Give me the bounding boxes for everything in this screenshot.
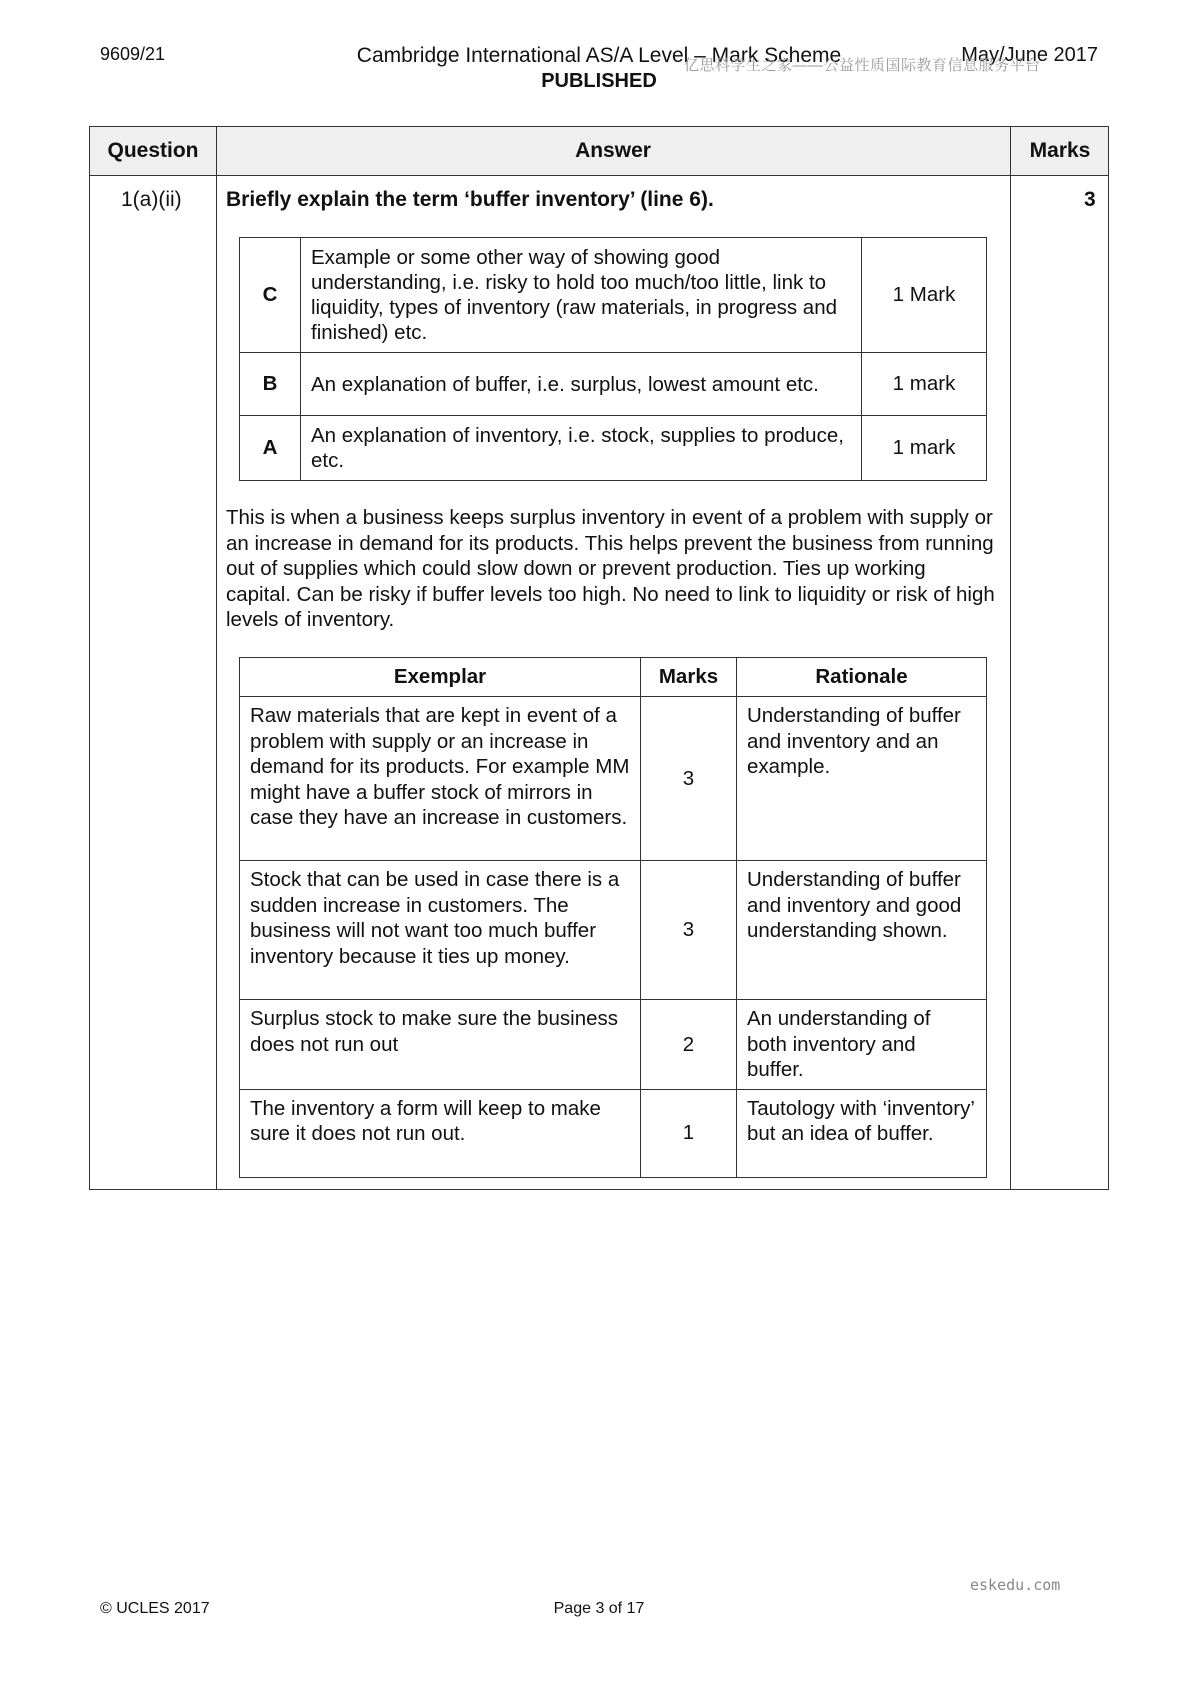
exemplar-text: Surplus stock to make sure the business does not run out <box>240 1000 641 1090</box>
level-description: An explanation of buffer, i.e. surplus, lowest amount etc. <box>301 353 862 416</box>
published-label: PUBLISHED <box>541 70 657 92</box>
exemplar-rationale: Understanding of buffer and inventory and good understanding shown. <box>737 861 987 1000</box>
rationale-header: Rationale <box>737 658 987 697</box>
exemplar-row <box>240 861 987 1000</box>
document-title: Cambridge International AS/A Level – Mark Scheme <box>356 44 842 67</box>
guidance-paragraph: This is when a business keeps surplus inventory in event of a problem with supply or an increase in demand for its products. This helps prevent the business from running out of supplies which could slow down or prevent production. Ties up working capital. Can be risky if buffer levels too high. No need to link to liquidity or risk of high levels of inventory. <box>226 506 995 631</box>
level-label: A <box>240 416 301 481</box>
column-divider <box>216 127 217 1189</box>
exemplar-rationale: Understanding of buffer and inventory and an example. <box>737 697 987 861</box>
exemplar-row <box>240 1089 987 1177</box>
level-label: B <box>240 353 301 416</box>
level-row <box>240 416 987 481</box>
level-mark: 1 Mark <box>862 238 987 353</box>
column-header-marks: Marks <box>1029 139 1091 162</box>
page-number: Page 3 of 17 <box>553 1600 645 1617</box>
column-header-answer: Answer <box>575 139 651 162</box>
exemplar-text: Stock that can be used in case there is a sudden increase in customers. The business will not want too much buffer inventory because it ties up money. <box>240 861 641 1000</box>
exemplar-row <box>240 1000 987 1090</box>
watermark-text: 亿思科学生之家——公益性质国际教育信息服务平台 <box>684 57 1041 74</box>
exemplar-marks: 2 <box>641 1000 737 1090</box>
paper-code: 9609/21 <box>100 44 166 64</box>
exemplar-header: Exemplar <box>240 658 641 697</box>
column-header-question: Question <box>107 139 199 162</box>
header-divider <box>90 175 1108 176</box>
copyright: © UCLES 2017 <box>100 1600 210 1617</box>
exemplar-rationale: An understanding of both inventory and buffer. <box>737 1000 987 1090</box>
exemplar-rationale: Tautology with ‘inventory’ but an idea of buffer. <box>737 1089 987 1177</box>
question-marks: 3 <box>1084 188 1096 211</box>
exam-session: May/June 2017 <box>961 44 1098 66</box>
exemplar-table <box>239 657 987 1178</box>
site-watermark: eskedu.com <box>970 1576 1061 1594</box>
exemplar-text: The inventory a form will keep to make sure it does not run out. <box>240 1089 641 1177</box>
exemplar-marks-header: Marks <box>641 658 737 697</box>
question-text: Briefly explain the term ‘buffer inventory’ (line 6). <box>226 188 714 211</box>
exemplar-marks: 3 <box>641 697 737 861</box>
column-divider <box>1010 127 1011 1189</box>
question-number: 1(a)(ii) <box>121 188 182 211</box>
exemplar-text: Raw materials that are kept in event of a problem with supply or an increase in demand for its products. For example MM might have a buffer stock of mirrors in case they have an increase in customers. <box>240 697 641 861</box>
level-description: An explanation of inventory, i.e. stock, supplies to produce, etc. <box>301 416 862 481</box>
level-mark: 1 mark <box>862 416 987 481</box>
level-label: C <box>240 238 301 353</box>
level-description: Example or some other way of showing good understanding, i.e. risky to hold too much/too little, link to liquidity, types of inventory (raw materials, in progress and finished) etc. <box>301 238 862 353</box>
level-mark: 1 mark <box>862 353 987 416</box>
exemplar-row <box>240 697 987 861</box>
exemplar-header-row <box>240 658 987 697</box>
level-row <box>240 238 987 353</box>
level-row <box>240 353 987 416</box>
levels-table <box>239 237 987 481</box>
exemplar-marks: 3 <box>641 861 737 1000</box>
exemplar-marks: 1 <box>641 1089 737 1177</box>
